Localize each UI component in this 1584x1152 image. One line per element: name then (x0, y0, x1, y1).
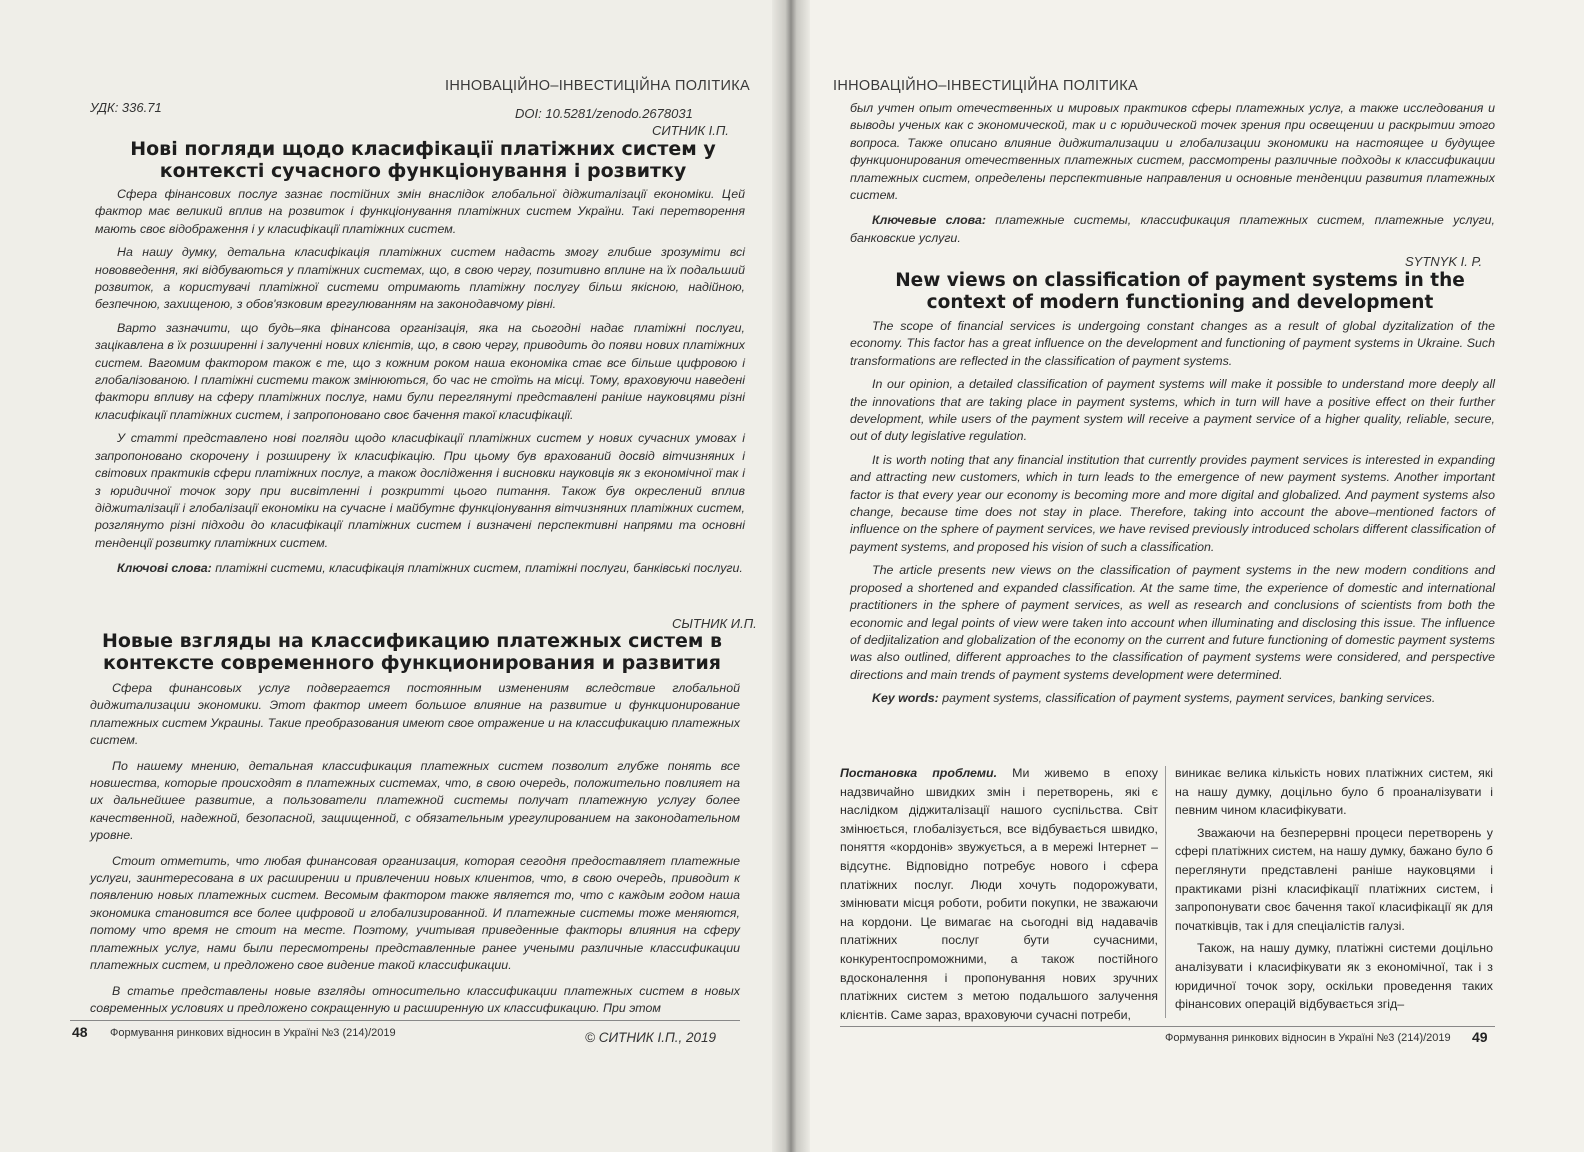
abstract-ua-paragraph: Сфера фінансових послуг зазнає постійних змін внаслідок глобальної діджиталізації економіки. Цей фактор має великий вплив на розвиток і функціонування платіжних систем України. Такі перетворення мають своє відображення і у класифікації платіжних систем. (95, 187, 745, 236)
udk-label: УДК: 336.71 (90, 100, 162, 115)
journal-name-right: Формування ринкових відносин в Україні №3 (214)/2019 (1165, 1032, 1451, 1044)
body-paragraph (840, 764, 1158, 1024)
column-divider (1165, 766, 1166, 1018)
author-ru: СЫТНИК И.П. (672, 616, 757, 631)
journal-name-left: Формування ринкових відносин в Україні №3 (214)/2019 (110, 1027, 396, 1039)
running-head-right: ІННОВАЦІЙНО–ІНВЕСТИЦІЙНА ПОЛІТИКА (833, 78, 1138, 94)
page-number-left: 48 (72, 1024, 88, 1040)
abstract-ru-paragraph: В статье представлены новые взгляды относительно классификации платежных систем в новых современных условиях и предложено сокращенную и расширенную их классификацию. При этом (90, 983, 740, 1015)
body-column-1 (840, 764, 1158, 1028)
abstract-en-paragraph: It is worth noting that any financial institution that currently provides payment services is interested in expanding and attracting new customers, which in turn leads to the emergence of new payment systems. Another important factor is that every year our economy is becoming more and more digital and globalized. And payment systems also change, because time does not stay in place. Therefore, taking into account the above–mentioned factors of influence on the sphere of payment services, we have revised previously introduced scholars different classification of payment systems, and proposed his vision of such a classification. (850, 452, 1495, 554)
body-text: Ми живемо в епоху надзвичайно швидких змін і перетворень, які є наслідком діджиталізації нашого суспільства. Світ змінюється, глобалізується, все відбувається швидко, поняття «кордонів» звужується, а в мережі Інтернет – відсутнє. Відповідно потребує нового і сфера платіжних послуг. Люди хочуть подорожувати, змінювати місця роботи, робити покупки, не зважаючи на кордони. Це вимагає на сьогодні від надавачів платіжних послуг бути сучасними, конкурентоспроможними, а також постійного вдосконалення і пропонування нових зручних платіжних систем з метою подальшого залучення клієнтів. Саме зараз, враховуючи сучасні потреби, (840, 766, 1158, 1022)
left-page (0, 0, 790, 1152)
body-column-2 (1175, 764, 1493, 1018)
abstract-en-paragraph: The scope of financial services is undergoing constant changes as a result of global dyzitalization of the economy. This factor has a great influence on the development and functioning of payment systems in Ukraine. Such transformations are reflected in the classification of payment systems. (850, 319, 1495, 368)
abstract-en-paragraph: In our opinion, a detailed classification of payment systems will make it possible to understand more deeply all the innovations that are taking place in payment systems, which in turn will have a positive effect on their further development, while users of the payment system will receive a payment service of a higher quality, reliable, secure, out of duty legislative regulation. (850, 377, 1495, 444)
right-page (795, 0, 1584, 1152)
footer-rule (840, 1026, 1495, 1027)
abstract-ru-paragraph: По нашему мнению, детальная классификация платежных систем позволит глубже понять все новшества, которые происходят в платежных системах, что, в свою очередь, положительно повлияет на их дальнейшее развитие, а пользователи платежной системы получат платежную услугу более качественной, надежной, безопасной, защищенной, с обязательным урегулированием на законодательном уровне. (90, 758, 740, 843)
abstract-ua-paragraph: У статті представлено нові погляди щодо класифікації платіжних систем у нових сучасних умовах і запропоновано скорочену і розширену їх класифікацію. При цьому був врахований досвід вітчизняних і світових практиків сфери платіжних послуг, а також дослідження і висновки науковців як з економічної так і з юридичної точок зору при висвітленні і розкритті цього питання. Також був окреслений вплив діджиталізації і глобалізації економіки на сучасне і майбутнє функціонування вітчизняних платіжних систем, розглянуто різні підходи до класифікації платіжних систем і визначені перспективні напрями та основні тенденції розвитку платіжних систем. (95, 431, 745, 550)
abstract-ru-continued-text: был учтен опыт отечественных и мировых практиков сферы платежных услуг, а также исследования и выводы ученых как с экономической, так и с юридической точек зрения при освещении и раскрытии этого вопроса. Также описано влияние диджитализации и глобализации экономики на настоящее и будущее функционирования отечественных платежных систем, рассмотрены различные подходы к классификации платежных систем, определены перспективные направления и основные тенденции развития платежных систем. (850, 101, 1495, 203)
abstract-ua-paragraph: Варто зазначити, що будь–яка фінансова організація, яка на сьогодні надає платіжні послуги, зацікавлена в їх розширенні і залученні нових клієнтів, що, в свою чергу, приводить до появи нових платіжних систем. Вагомим фактором також є те, що з кожним роком наша економіка стає все більше цифровою і глобалізованою. І платіжні системи також змінюються, бо час не стоїть на місці. Тому, враховуючи наведені фактори впливу на сферу платіжних послуг, нами були переглянуті представлені раніше науковцями різні класифікації платіжних систем, і запропоновано своє бачення такої класифікації. (95, 320, 745, 422)
keywords-ru (850, 212, 1495, 247)
body-paragraph: Зважаючи на безперервні процеси перетворень у сфері платіжних систем, на нашу думку, бажано було б переглянути представлені раніше науковцями і практиками різні класифікації платіжних систем, і запропонувати своє бачення такої класифікації як для початківців, так і для спеціалістів галузі. (1175, 825, 1493, 933)
title-en: New views on classification of payment systems in the context of modern functioning and development (895, 270, 1465, 313)
keywords-en (850, 690, 1495, 707)
section-heading: Постановка проблеми. (840, 766, 998, 780)
abstract-en (850, 318, 1495, 708)
page-number-right: 49 (1472, 1029, 1488, 1045)
abstract-ru-paragraph: Сфера финансовых услуг подвергается постоянным изменениям вследствие глобальной диджитализации экономики. Этот фактор имеет большое влияние на развитие и функционирование платежных систем Украины. Такие преобразования имеют свое отражение и на классификацию платежных систем. (90, 681, 740, 748)
keywords-ru-label: Ключевые слова: (872, 213, 986, 228)
keywords-ru-text: платежные системы, классификация платежных систем, платежные услуги, банковские услуги. (850, 213, 1495, 245)
abstract-en-paragraph: The article presents new views on the classification of payment systems in the new modern conditions and proposed a shortened and expanded classification. At the same time, the experience of domestic and international practitioners in the sphere of payment services, as well as research and conclusions of scientists from both the economic and legal points of view were taken into account when illuminating and disclosing this issue. The influence of dedjitalization and globalization of the economy on the current and future functioning of domestic payment systems was also outlined, different approaches to the classification of payment systems were considered, and perspective directions and main trends of payment systems development were determined. (850, 563, 1495, 682)
keywords-en-label: Key words: (872, 691, 939, 706)
abstract-ru (90, 680, 740, 1017)
copyright: © СИТНИК І.П., 2019 (585, 1030, 717, 1045)
doi-label: DOI: 10.5281/zenodo.2678031 (515, 106, 693, 121)
author-ua: СИТНИК І.П. (652, 123, 729, 138)
keywords-en-text: payment systems, classification of payment systems, payment services, banking services. (942, 691, 1436, 706)
book-spine (772, 0, 810, 1152)
title-ru: Новые взгляды на классификацию платежных систем в контексте современного функционирования и развития (101, 630, 723, 674)
abstract-ru-paragraph: Стоит отметить, что любая финансовая организация, которая сегодня предоставляет платежные услуги, заинтересована в их расширении и привлечении новых клиентов, что, в свою очередь, приводит к появлению новых платежных систем. Весомым фактором также является то, что с каждым годом наша экономика становится все более цифровой и глобализированной. И платежные системы тоже меняются, потому что время не стоит на месте. Поэтому, учитывая приведенные факторы влияния на сферу платежных услуг, нами были пересмотрены представленные ранее учеными различные классификации платежных систем, и предложено свое видение такой классификации. (90, 853, 740, 973)
abstract-ua (95, 186, 745, 578)
keywords-ua-text: платіжні системи, класифікація платіжних систем, платіжні послуги, банківські послуги. (215, 561, 743, 576)
author-en: SYTNYK I. P. (1405, 254, 1483, 269)
abstract-ru-continued (850, 100, 1495, 247)
abstract-ua-paragraph: На нашу думку, детальна класифікація платіжних систем надасть змогу глибше зрозуміти всі нововведення, які відбуваються у платіжних системах, що, в свою чергу, позитивно вплине на їх подальший розвиток, а користувачі платіжної системи отримають платіжну послугу більш якісною, надійною, безпечною, захищеною, з обов'язковим врегулюванням на законодавчому рівні. (95, 245, 745, 312)
body-paragraph: Також, на нашу думку, платіжні системи доцільно аналізувати і класифікувати як з економічної, так і з юридичної точок зору, оскільки проведення таких фінансових операцій відбувається згід– (1175, 941, 1493, 1012)
keywords-ua-label: Ключові слова: (117, 561, 212, 576)
title-ua: Нові погляди щодо класифікації платіжних систем у контексті сучасного функціонування і розвитку (130, 138, 716, 182)
body-paragraph: виникає велика кількість нових платіжних систем, які на нашу думку, доцільно було б проаналізувати і певним чином класифікувати. (1175, 766, 1493, 818)
running-head-left: ІННОВАЦІЙНО–ІНВЕСТИЦІЙНА ПОЛІТИКА (445, 78, 750, 94)
footer-rule (70, 1020, 740, 1021)
keywords-ua (95, 560, 745, 577)
